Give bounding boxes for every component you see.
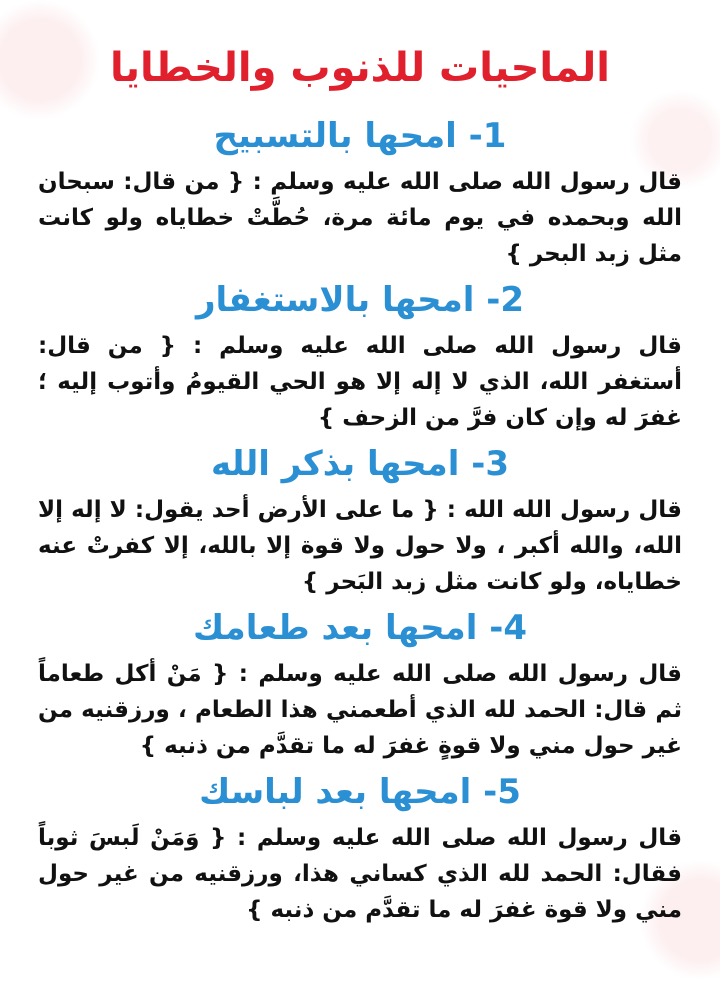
section-heading: 1- امحها بالتسبيح — [213, 116, 507, 156]
section-istighfar — [38, 278, 682, 436]
section-text: قال رسول الله صلى الله عليه وسلم : { وَمَنْ لَبسَ ثوباً فقال: الحمد لله الذي كساني هذا، ورزقنيه من غير حول مني ولا قوة غفرَ له ما تقدَّم من ذنبه } — [38, 825, 682, 923]
section-text: قال رسول الله صلى الله عليه وسلم : { مَنْ أكل طعاماً ثم قال: الحمد لله الذي أطعمني هذا الطعام ، ورزقنيه من غير حول مني ولا قوةٍ غفرَ له ما تقدَّم من ذنبه } — [38, 661, 682, 759]
section-after-clothing — [38, 770, 682, 928]
section-after-food — [38, 606, 682, 764]
section-dhikr — [38, 442, 682, 600]
section-heading: 2- امحها بالاستغفار — [195, 280, 525, 320]
section-heading: 3- امحها بذكر الله — [211, 444, 509, 484]
section-heading: 5- امحها بعد لباسك — [199, 772, 521, 812]
section-text: قال رسول الله الله : { ما على الأرض أحد يقول: لا إله إلا الله، والله أكبر ، ولا حول ولا قوة إلا بالله، إلا كفرتْ عنه خطاياه، ولو كانت مثل زبد البَحر } — [38, 497, 682, 595]
section-tasbih — [38, 114, 682, 272]
section-heading: 4- امحها بعد طعامك — [192, 608, 527, 648]
section-text: قال رسول الله صلى الله عليه وسلم : { من قال: سبحان الله وبحمده في يوم مائة مرة، حُطَّتْ خطاياه ولو كانت مثل زبد البحر } — [38, 169, 682, 267]
page-title: الماحيات للذنوب والخطايا — [110, 45, 610, 91]
section-text: قال رسول الله صلى الله عليه وسلم : { من قال: أستغفر الله، الذي لا إله إلا هو الحي القيومُ وأتوب إليه ؛ غفرَ له وإن كان فرَّ من الزحف } — [38, 333, 682, 431]
